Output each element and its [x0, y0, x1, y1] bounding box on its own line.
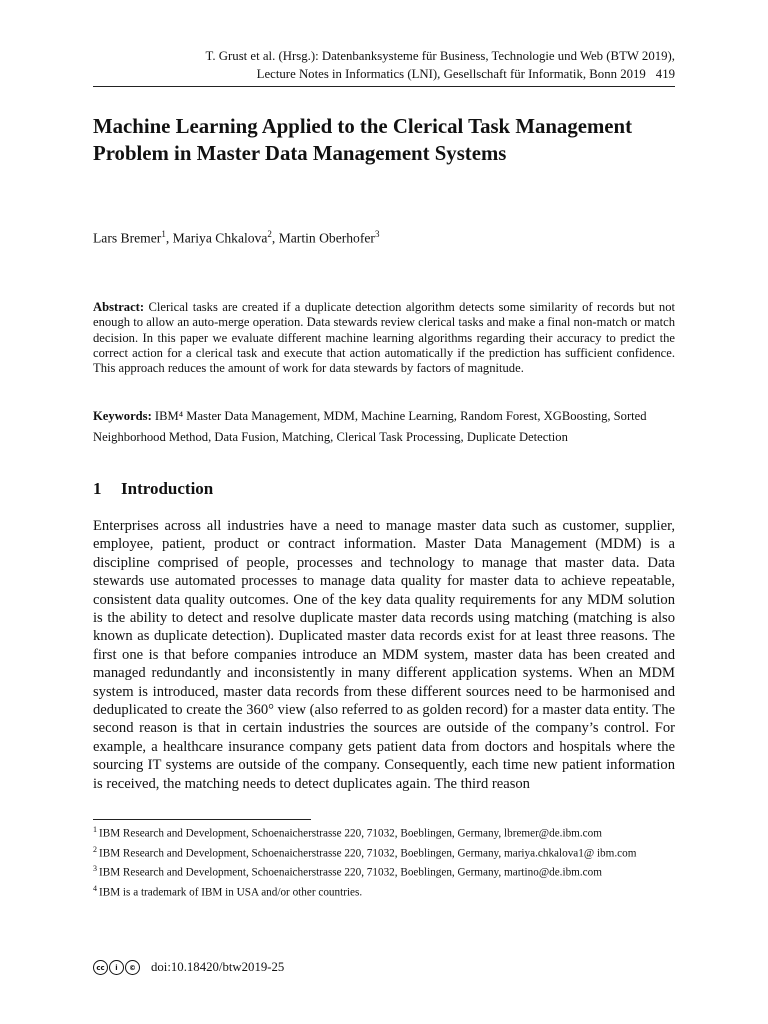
footnote-divider	[93, 819, 311, 820]
author-name: Mariya Chkalova	[172, 230, 268, 246]
author-name: Martin Oberhofer	[278, 230, 375, 246]
keywords-text: IBM⁴ Master Data Management, MDM, Machine Learning, Random Forest, XGBoosting, Sorted Neighborhood Method, Data Fusion, Matching, Clerical Task Processing, Duplicate Detection	[93, 409, 647, 444]
section-number: 1	[93, 479, 102, 498]
author-affiliation-mark: 3	[374, 229, 380, 239]
abstract-text: Clerical tasks are created if a duplicate detection algorithm detects some similarity of records but not enough to allow an auto-merge operation. Data stewards review clerical tasks and make a final non-match or match decision. In this paper we evaluate different machine learning algorithms regarding their accuracy to predict the correct action for a clerical task and execute that action automatically if the prediction has sufficient confidence. This approach reduces the amount of work for data stewards by factors of magnitude.	[93, 300, 675, 376]
author-affiliation-mark: 1	[161, 229, 166, 239]
header-line2: Lecture Notes in Informatics (LNI), Gesellschaft für Informatik, Bonn 2019	[256, 67, 646, 81]
abstract	[93, 300, 675, 376]
footnote-text: IBM Research and Development, Schoenaicherstrasse 220, 71032, Boeblingen, Germany, lbremer@de.ibm.com	[99, 827, 602, 840]
header-divider	[93, 86, 675, 87]
author-affiliation-mark: 2	[267, 229, 272, 239]
introduction-paragraph: Enterprises across all industries have a need to manage master data such as customer, supplier, employee, patient, product or contract information. Master Data Management (MDM) is a discipline comprised of people, processes and technology to manage that master data. Data stewards use automated processes to manage data quality for master data to achieve repeatable, consistent data quality outcomes. One of the key data quality requirements for any MDM solution is the ability to detect and resolve duplicate master data records using matching (matching is also known as duplicate detection). Duplicated master data records exist for at least three reasons. The first one is that before companies introduce an MDM system, master data has been created and managed redundantly and inconsistently in many different application systems. When an MDM system is introduced, master data records from these different sources need to be harmonised and deduplicated to create the 360° view (also referred to as golden record) for a master data entity. The second reason is that in certain industries the sources are outside of the company’s control. For example, a healthcare insurance company gets patient data from doctors and hospitals where the sourcing IT systems are outside of the company. Consequently, each time new patient information is received, the matching needs to detect duplicates again. The third reason	[93, 518, 675, 792]
header-line1: T. Grust et al. (Hrsg.): Datenbanksysteme für Business, Technologie und Web (BTW 2019),	[205, 49, 675, 63]
footnote	[93, 822, 675, 842]
by-icon: i	[109, 960, 124, 975]
section-heading	[93, 479, 213, 499]
abstract-label: Abstract:	[93, 300, 145, 314]
footnote-mark: 3	[93, 864, 97, 874]
footnote-text: IBM is a trademark of IBM in USA and/or other countries.	[99, 886, 363, 899]
keywords-label: Keywords:	[93, 409, 152, 423]
cc-icon: cc	[93, 960, 108, 975]
doi-link[interactable]: doi:10.18420/btw2019-25	[151, 960, 285, 974]
running-header	[75, 47, 675, 83]
copyright-icon: ©	[125, 960, 140, 975]
license-line	[93, 960, 284, 975]
author-name: Lars Bremer	[93, 230, 162, 246]
footnote-mark: 1	[93, 825, 97, 834]
footnote	[93, 861, 675, 881]
paper-title: Machine Learning Applied to the Clerical Task Management Problem in Master Data Management Systems	[93, 115, 632, 165]
header-line2-wrap	[75, 65, 675, 83]
footnote	[93, 842, 675, 862]
footnote	[93, 881, 675, 901]
creative-commons-badge[interactable]	[93, 960, 141, 975]
section-title: Introduction	[121, 479, 214, 498]
footnote-mark: 2	[93, 844, 97, 854]
footnote-text: IBM Research and Development, Schoenaicherstrasse 220, 71032, Boeblingen, Germany, mariya.chkalova1@ ibm.com	[99, 847, 637, 860]
author-list: Lars Bremer$^1$, Mariya Chkalova$^2$, Martin Oberhofer$^3$	[93, 229, 380, 246]
footnote-mark: 4	[93, 884, 97, 894]
page-number: 419	[655, 67, 675, 81]
footnote-text: IBM Research and Development, Schoenaicherstrasse 220, 71032, Boeblingen, Germany, martino@de.ibm.com	[99, 867, 602, 880]
keywords	[93, 406, 675, 448]
footnote-list	[93, 822, 675, 901]
